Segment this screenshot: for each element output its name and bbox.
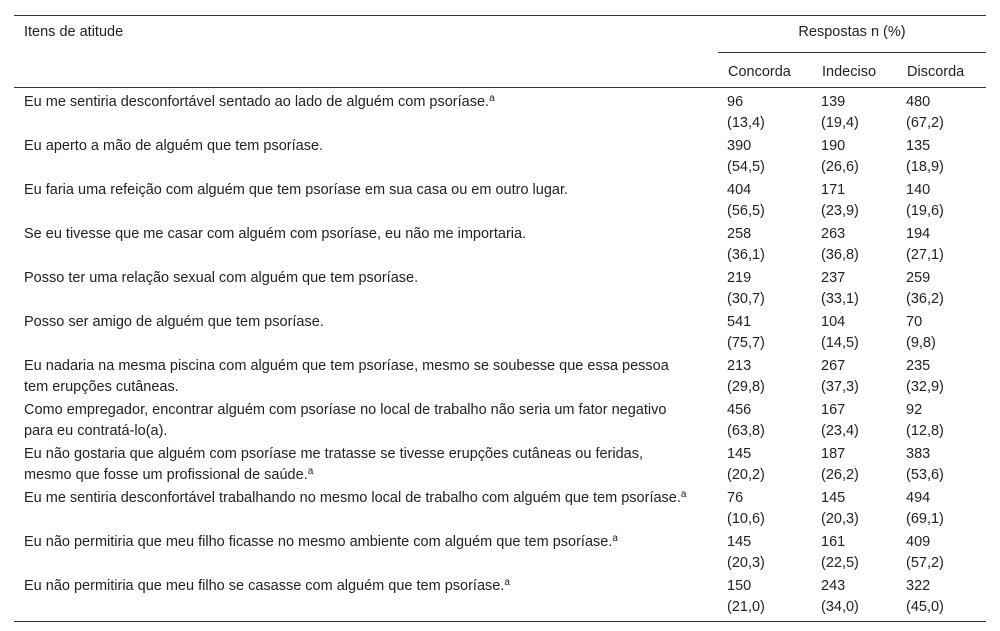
cell-discorda [897, 88, 986, 137]
percent-value: (20,2) [727, 467, 765, 483]
percent-value: (20,3) [727, 555, 765, 571]
count-value: 390 [727, 138, 752, 154]
cell-discorda [897, 180, 986, 224]
percent-value: (69,1) [906, 511, 944, 527]
count-value: 267 [821, 358, 846, 374]
column-header-concorda: Concorda [718, 53, 812, 88]
count-value: 135 [906, 138, 931, 154]
percent-value: (30,7) [727, 291, 765, 307]
count-value: 104 [821, 314, 846, 330]
cell-indeciso [812, 88, 897, 137]
cell-concorda [718, 224, 812, 268]
table-row [14, 268, 986, 312]
percent-value: (36,8) [821, 247, 859, 263]
attitude-item [14, 88, 718, 137]
responses-group-header: Respostas n (%) [718, 16, 986, 53]
table-row [14, 180, 986, 224]
attitude-item-text: Eu me sentiria desconfortável trabalhando no mesmo local de trabalho com alguém que tem psoríase. [24, 490, 681, 506]
cell-discorda [897, 532, 986, 576]
attitude-item [14, 180, 718, 224]
percent-value: (34,0) [821, 599, 859, 615]
table-row [14, 532, 986, 576]
table-row [14, 224, 986, 268]
cell-indeciso [812, 224, 897, 268]
attitude-item [14, 224, 718, 268]
table-row [14, 488, 986, 532]
cell-indeciso [812, 576, 897, 622]
cell-discorda [897, 268, 986, 312]
attitude-item [14, 356, 718, 400]
cell-indeciso [812, 356, 897, 400]
percent-value: (22,5) [821, 555, 859, 571]
cell-indeciso [812, 180, 897, 224]
cell-concorda [718, 532, 812, 576]
cell-concorda [718, 488, 812, 532]
count-value: 96 [727, 94, 744, 110]
count-value: 322 [906, 578, 931, 594]
cell-indeciso [812, 136, 897, 180]
attitude-item [14, 312, 718, 356]
cell-concorda [718, 444, 812, 488]
attitude-item-text: Eu não permitiria que meu filho se casasse com alguém que tem psoríase. [24, 578, 505, 594]
percent-value: (19,4) [821, 115, 859, 131]
percent-value: (53,6) [906, 467, 944, 483]
count-value: 383 [906, 446, 931, 462]
cell-discorda [897, 576, 986, 622]
attitude-item-text: Posso ser amigo de alguém que tem psoríase. [24, 314, 324, 330]
footnote-marker: a [504, 577, 510, 588]
footnote-marker: a [307, 466, 314, 477]
cell-discorda [897, 136, 986, 180]
count-value: 235 [906, 358, 931, 374]
percent-value: (63,8) [727, 423, 765, 439]
attitude-item-text: Eu faria uma refeição com alguém que tem psoríase em sua casa ou em outro lugar. [24, 182, 569, 198]
table-row [14, 136, 986, 180]
percent-value: (67,2) [906, 115, 944, 131]
count-value: 145 [821, 490, 846, 506]
percent-value: (26,6) [821, 159, 859, 175]
cell-concorda [718, 136, 812, 180]
items-column-header: Itens de atitude [14, 16, 718, 88]
cell-indeciso [812, 400, 897, 444]
attitude-item [14, 444, 718, 488]
count-value: 263 [821, 226, 846, 242]
count-value: 150 [727, 578, 752, 594]
cell-concorda [718, 180, 812, 224]
attitude-item-text: Como empregador, encontrar alguém com psoríase no local de trabalho não seria um fator negativo para eu contratá-lo(a). [24, 402, 667, 439]
table-row [14, 400, 986, 444]
cell-concorda [718, 576, 812, 622]
count-value: 187 [821, 446, 846, 462]
count-value: 480 [906, 94, 931, 110]
cell-concorda [718, 400, 812, 444]
cell-indeciso [812, 488, 897, 532]
count-value: 140 [906, 182, 931, 198]
cell-discorda [897, 488, 986, 532]
percent-value: (32,9) [906, 379, 944, 395]
column-header-discorda: Discorda [897, 53, 986, 88]
count-value: 456 [727, 402, 752, 418]
cell-concorda [718, 88, 812, 137]
table-row [14, 88, 986, 137]
attitude-item-text: Eu nadaria na mesma piscina com alguém que tem psoríase, mesmo se soubesse que essa pessoa tem erupções cutâneas. [24, 358, 669, 395]
cell-indeciso [812, 444, 897, 488]
count-value: 161 [821, 534, 846, 550]
count-value: 145 [727, 446, 752, 462]
percent-value: (9,8) [906, 335, 936, 351]
attitude-item [14, 400, 718, 444]
attitude-item [14, 268, 718, 312]
attitude-item [14, 576, 718, 622]
attitude-table [14, 15, 986, 622]
table-row [14, 356, 986, 400]
cell-concorda [718, 312, 812, 356]
percent-value: (57,2) [906, 555, 944, 571]
percent-value: (37,3) [821, 379, 859, 395]
table-row [14, 444, 986, 488]
percent-value: (19,6) [906, 203, 944, 219]
count-value: 171 [821, 182, 846, 198]
count-value: 167 [821, 402, 846, 418]
cell-indeciso [812, 312, 897, 356]
count-value: 219 [727, 270, 752, 286]
attitude-item-text: Eu não gostaria que alguém com psoríase me tratasse se tivesse erupções cutâneas ou feridas, mesmo que fosse um profissional de saúde. [24, 446, 644, 483]
count-value: 213 [727, 358, 752, 374]
cell-indeciso [812, 532, 897, 576]
percent-value: (29,8) [727, 379, 765, 395]
cell-discorda [897, 312, 986, 356]
count-value: 494 [906, 490, 931, 506]
percent-value: (33,1) [821, 291, 859, 307]
percent-value: (10,6) [727, 511, 765, 527]
attitude-item-text: Eu me sentiria desconfortável sentado ao lado de alguém com psoríase. [24, 94, 490, 110]
count-value: 258 [727, 226, 752, 242]
attitude-item-text: Eu aperto a mão de alguém que tem psoríase. [24, 138, 324, 154]
attitude-item [14, 136, 718, 180]
cell-discorda [897, 224, 986, 268]
attitude-item-text: Se eu tivesse que me casar com alguém com psoríase, eu não me importaria. [24, 226, 527, 242]
attitude-item-text: Posso ter uma relação sexual com alguém que tem psoríase. [24, 270, 419, 286]
percent-value: (12,8) [906, 423, 944, 439]
percent-value: (27,1) [906, 247, 944, 263]
count-value: 70 [906, 314, 923, 330]
count-value: 194 [906, 226, 931, 242]
count-value: 92 [906, 402, 923, 418]
footnote-marker: a [680, 489, 687, 500]
column-header-indeciso: Indeciso [812, 53, 897, 88]
percent-value: (13,4) [727, 115, 765, 131]
count-value: 243 [821, 578, 846, 594]
count-value: 139 [821, 94, 846, 110]
table-body [14, 88, 986, 622]
percent-value: (23,9) [821, 203, 859, 219]
percent-value: (75,7) [727, 335, 765, 351]
count-value: 190 [821, 138, 846, 154]
table-row [14, 576, 986, 622]
footnote-marker: a [612, 533, 618, 544]
cell-discorda [897, 356, 986, 400]
percent-value: (36,2) [906, 291, 944, 307]
percent-value: (36,1) [727, 247, 765, 263]
percent-value: (26,2) [821, 467, 859, 483]
percent-value: (45,0) [906, 599, 944, 615]
count-value: 259 [906, 270, 931, 286]
count-value: 409 [906, 534, 931, 550]
cell-concorda [718, 356, 812, 400]
percent-value: (21,0) [727, 599, 765, 615]
count-value: 145 [727, 534, 752, 550]
cell-discorda [897, 444, 986, 488]
attitude-item [14, 532, 718, 576]
table-row [14, 312, 986, 356]
footnote-marker: a [489, 93, 495, 104]
percent-value: (18,9) [906, 159, 944, 175]
cell-indeciso [812, 268, 897, 312]
percent-value: (54,5) [727, 159, 765, 175]
count-value: 404 [727, 182, 752, 198]
attitude-item-text: Eu não permitiria que meu filho ficasse no mesmo ambiente com alguém que tem psoríase. [24, 534, 613, 550]
percent-value: (20,3) [821, 511, 859, 527]
percent-value: (23,4) [821, 423, 859, 439]
count-value: 541 [727, 314, 752, 330]
count-value: 76 [727, 490, 744, 506]
cell-discorda [897, 400, 986, 444]
percent-value: (14,5) [821, 335, 859, 351]
percent-value: (56,5) [727, 203, 765, 219]
cell-concorda [718, 268, 812, 312]
attitude-item [14, 488, 718, 532]
count-value: 237 [821, 270, 846, 286]
